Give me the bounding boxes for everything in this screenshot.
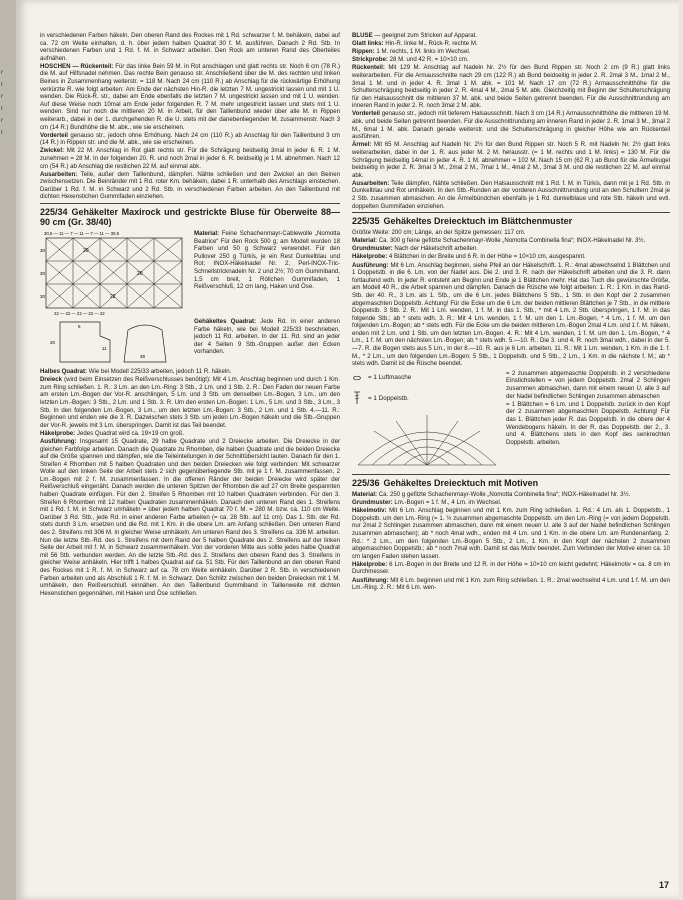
schematic-row	[40, 230, 340, 316]
strickprobe-heading: Strickprobe:	[352, 56, 388, 64]
motiv-heading: Häkelmotiv:	[352, 507, 387, 515]
grund3-heading: Grundmuster:	[352, 499, 393, 507]
schematic-top-dims: 30,5 — 11 — 7 — 11 — 7 — 11 — 30,5	[44, 231, 119, 237]
double-crochet-icon	[352, 391, 362, 405]
section-heading-225-34	[40, 207, 340, 227]
material-heading: Material:	[194, 230, 220, 238]
ausf2-heading: Ausführung:	[352, 261, 389, 269]
groesse-text: Größte Weite: 200 cm; Länge, an der Spitze gemessen: 117 cm.	[352, 229, 526, 237]
sleeve-row	[40, 318, 340, 366]
vorder-text: genauso str., jedoch mit tieferem Halsausschnitt. Nach 3 cm (14 R.) Armausschnitthöhe die mittleren 19 M. abk. und beide Seiten getrennt beenden. Für die Ausschnittrundung am inneren Rand in jeder 2. R. 1mal 3 M., 3mal 2 M., 6mal 1 M. abk. Danach gerade weiterstr. und die Schulterschrägung in gleicher Höhe wie am Rückenteil ausführen.	[352, 110, 670, 141]
strickprobe-text: 28 M. und 42 R. = 10×10 cm.	[389, 56, 469, 64]
mat2-text: Ca. 300 g feine gefilzte Schachenmayr-Wolle „Nomotta Combinella fina“; INOX-Häkelnadel Nr. 3½.	[378, 237, 646, 245]
glatt-heading: Glatt links:	[352, 40, 384, 48]
haekelprobe-text: Jedes Quadrat wird ca. 19×19 cm groß.	[76, 429, 185, 437]
grund-text: Nach der Häkelschrift arbeiten.	[394, 245, 479, 253]
sleeve-dim-mid: 11	[102, 346, 107, 352]
sleeve-dim-bot: 38	[140, 354, 146, 360]
intro-paragraph: in verschiedenen Farben häkeln. Den oberen Rand des Rockes mit 1 Rd. schwarzer f. M. behäkeln, dabei auf ca. 72 cm Weite einhalten, d. h. über jedem halben Quadrat 30 f. M. ausführen. Danach 2 Rd. Stb. In verschiedenen Farben und 1 Rd. f. M. in Schwarz arbeiten. Den Rock am unteren Rand des Oberteiles aufnähen.	[40, 32, 340, 62]
mat2-heading: Material:	[352, 237, 378, 245]
gehaekeltes-heading: Gehäkeltes Quadrat:	[194, 318, 257, 326]
crochet-chart-row	[352, 370, 670, 472]
section-number: 225/36	[352, 478, 380, 489]
legend-doppelstb-text: = 1 Doppelstb.	[368, 394, 409, 402]
mat3-heading: Material:	[352, 491, 378, 499]
grund-heading: Grundmuster:	[352, 245, 393, 253]
ruecken-heading: Rückenteil:	[352, 64, 385, 72]
bluse-text: — geeignet zum Stricken auf Apparat.	[374, 32, 477, 39]
sleeve-dim-top: 6	[78, 324, 81, 330]
quad-label: 20	[137, 271, 143, 278]
aermel-text: Mit 65 M. Anschlag auf Nadeln Nr. 2½ für den Bund Rippen str. Noch 5 R. mit Nadeln Nr. 2½ glatt links weiterarbeiten, dabei in der 1. R. aus jeder M. 2 M. herausstr. (= 1 M. rechts und 1 M. links) = 130 M. Für die Schrägung beidseitig 14mal in jeder 4. R. 1 M. abnehmen = 102 M. Nach 15 cm (62 R.) ab Bund für die Ärmelkugel beidseitig in jeder 2. R. 3mal 3 M., 2mal 2 M., 7mal 1 M., 4mal 2 M., 3mal 3 M. und die restlichen 22 M. auf einmal abk.	[352, 141, 670, 179]
haekelprobe-heading: Häkelprobe:	[40, 429, 76, 437]
right-column	[352, 32, 670, 592]
rippen-heading: Rippen:	[352, 48, 375, 56]
material-text: Feine Schachenmayr-Cablewolle „Nomotta Beatrice“ Für den Rock 500 g; am Modell wurden 18 Farben und 50 g Schwarz verwendet. Für den Pullover 250 g Türkis, je ein Rest Dunkelblau und Rot; INOX-Häkelnadel Nr. 2; Perl-INOX-Tric-Schnellstricknadeln Nr. 2 und 2½; 70 cm Gummiband, 1,5 cm breit, 1 Röllchen Gummifaden, 1 Reißverschluß, 12 cm lang, Haken und Öse.	[194, 230, 340, 291]
grund3-text: Lm.-Bogen = 1 f. M., 4 Lm. im Wechsel.	[394, 499, 502, 507]
bluse-heading: BLUSE	[352, 32, 373, 39]
page-number: 17	[658, 880, 669, 890]
ausarbeiten-text: Teile, außer dem Taillenbund, dämpfen. Nähte schließen und den Zwickel an den Beinen zwischensetzen. Die Beinränder mit 1 Rd. roter Km. behäkeln, dabei 1 R. unterhalb des Anschlags einstechen. Darüber 1 Rd. f. M. in Schwarz und 2 Rd. Stb. in verschiedenen Farben arbeiten. An den Taillenbund mit dichten Hexenstichen Gummifaden einziehen.	[40, 170, 340, 201]
left-dim: 30	[40, 248, 46, 254]
section-title: Gehäkelter Maxirock und gestrickte Bluse für Oberweite 88—90 cm (Gr. 38/40)	[40, 207, 340, 228]
magazine-page	[16, 0, 679, 900]
chart-legend	[352, 370, 502, 472]
section-heading-225-36	[352, 478, 670, 488]
ausarb-heading: Ausarbeiten:	[352, 179, 390, 187]
vorderteil-heading: Vorderteil	[40, 131, 68, 139]
vorder-heading: Vorderteil	[352, 110, 380, 118]
skirt-schematic-diagram	[40, 230, 190, 316]
zwickel-text: Mit 22 M. Anschlag in Rot glatt rechts str. Für die Schrägung beidseitig 3mal in jeder 6. R. 1 M. zunehmen = 28 M. In der folgenden 20. R. und noch 2mal in jeder 6. R. beidseitig je 1 M. abnehmen. Nach 12 cm (54 R.) ab Anschlag die restlichen 22 M. auf einmal abk.	[40, 147, 340, 170]
section-title: Gehäkeltes Dreiecktuch im Blättchenmuster	[383, 216, 573, 227]
aermel-heading: Ärmel:	[352, 141, 372, 149]
margin-mark: r	[1, 106, 3, 112]
ausfuehrung-heading: Ausführung:	[40, 437, 77, 445]
dreieck-heading: Dreieck	[40, 376, 63, 384]
ausf3-text: Mit 6 Lm. beginnen und mit 1 Km. zum Ring schließen. 1. R.: 2mal wechselnd 4 Lm. und 1 f. M. um den Lm.-Ring. 2. R.: Mit 6 Lm. wen-	[352, 576, 670, 592]
section-rule	[352, 474, 670, 475]
section-number: 225/35	[352, 216, 380, 227]
left-dim: 30	[40, 271, 46, 277]
blouse-front-outline	[60, 322, 110, 362]
schematic-bottom-dims: 22 — 22 — 22 — 22 — 22	[54, 311, 105, 317]
section-heading-225-35	[352, 216, 670, 226]
legend-luftmasche	[352, 374, 502, 382]
probe2-text: 4 Blättchen in der Breite und 6 R. in der Höhe = 10×10 cm, ausgespannt.	[388, 253, 586, 261]
ausarb-text: Teile dämpfen, Nähte schließen. Den Halsausschnitt mit 1 Rd. f. M. in Türkis, dann mit je 1 Rd. Stb. in Dunkelblau und Rot umhäkeln. In den Stb.-Runden an der vorderen Ausschnittrundung und an den Schultern 2mal je 2 Stb. zusammen abmaschen. An die Ärmelbündchen ebenfalls je 1 Rd. dunkelblaue und rote Stb. häkeln und evtl. doppelten Gummifaden einziehen.	[352, 179, 670, 210]
probe2-heading: Häkelprobe:	[352, 253, 388, 261]
sleeve-dim-left: 20	[50, 340, 56, 346]
vorderteil-text: genauso str., jedoch ohne Erhöhung. Nach 24 cm (110 R.) ab Anschlag für den Taillenbund 3 cm (14 R.) in Rippen str. und die M. abk., wie sie erscheinen.	[40, 131, 340, 147]
margin-mark: r	[1, 70, 3, 76]
section-number: 225/34	[40, 207, 68, 218]
ausf3-heading: Ausführung:	[352, 576, 389, 584]
margin-mark: r	[1, 130, 3, 136]
chart-grid	[358, 415, 496, 465]
ausfuehrung-text: Insgesamt 15 Quadrate, 29 halbe Quadrate und 2 Dreiecke arbeiten. Die Dreiecke in der gleichen Farbfolge arbeiten. Danach die Quadrate zu Rhomben, die halben Quadrate und die beiden Dreiecke auf die Größe spannen und dämpfen, wie die Teileinteilungen in der Schnittübersicht lauten. Danach für den 1. Streifen 4 Rhomben mit 5 halben Quadraten und den beiden Dreiecken wie folgt verbinden: Mit schwarzer Wolle auf den linken Seite der Arbeit stets 2 sich gegenüberliegende Stb. mit je 1 f. M. zusammenfassen, 2 Lm.-Bogen mit 2 f. M. zusammenfassen. In die offenen Ränder der beiden Dreiecke wird später der Reißverschluß eingenäht. Danach werden die unteren Spitzen der Rhomben die auf 27 cm Breite gespannten halben Quadrate einfügen. Für den 2. Streifen 5 Rhomben mit 10 halben Quadraten verbinden. Für den 3. Streifen 6 Rhomben mit 12 halben Quadraten zusammenhäkeln. Danach den unteren Rand des 1. Streifens mit 1 Rd. f. M. in Schwarz umhäkeln = über jedem halben Quadrat 70 f. M. = 280 M. bzw. ca. 110 cm Weite. Darüber 3 Rd. Stb., jede Rd. in einer anderen Farbe arbeiten (= ca. 28 Stb. auf 11 cm). Das 1. Stb. der Rd. stets durch 3 Lm. ersetzen und die Rd. mit 1 Km. in die obere Lm. am Anfang schließen. Den unteren Rand des 2. Streifens mit 306 M. in gleicher Weise umhäkeln. Am unteren Rand des 3. Streifens ca. 336 M. arbeiten. Nun die letzte Stb.-Rd. des 1. Streifens mit dem Rand der 5 halben Quadrate des 2. Streifens auf der linken Seite der Arbeit mit f. M. in Schwarz zusammenhäkeln. Von der vorderen Mitte aus sollte jedes halbe Quadrat mit 56 Stb. verbunden werden. An die letzte Stb.-Rd. des 2. Streifens den oberen Rand des 3. Streifens in gleicher Weise anhäkeln. Hier trifft 1 halbes Quadrat auf ca. 51 Stb. Für den Taillenbund an den oberen Rand des Rockes mit 1 R. f. M. in Schwarz auf ca. 78 cm Weite einhäkeln. Darüber 2 R. Stb. in verschiedenen Farben arbeiten und als Abschluß 1 R. f. M. in Schwarz. Den Schlitz zwischen den beiden Dreiecken mit 1 M. umhäkeln, den Reißverschluß einnähen. An den Taillenbund Gummiband in Taillenweite mit dichten Hexenstichen gegennähen, mit Haken und Öse schließen.	[40, 437, 340, 597]
blouse-pattern-diagram	[40, 318, 190, 366]
legend-zsm-text: = 2 zusammen abgemaschte Doppelstb. in 2 verschiedene Einstichstellen = von jedem Doppelstb. 2mal 2 Schlingen zusammen abmaschen, dann mit einem neuen U. alle 3 auf der Nadel befindlichen Schlingen zusammen abmaschen	[506, 369, 670, 400]
ruecken-text: Mit 129 M. Anschlag auf Nadeln Nr. 2½ für den Bund Rippen str. Noch 2 cm (9 R.) glatt links weiterarbeiten. Für die Armausschnitte nach 29 cm (122 R.) ab Bund beidseitig in jeder 2. R. 2mal 3 M., 1mal 2 M., 3mal 1 M. und in jeder 4. R. 3mal 1 M. abk. = 101 M. Nach 17 cm (72 R.) Armausschnitthöhe für die Schulterschrägung beidseitig in jeder 2. R. 4mal 4 M., 2mal 5 M. abk. Gleichzeitig mit Beginn der Schulterschrägung für den Halsausschnitt die mittleren 37 M. abk. und beide Seiten getrennt beenden. Für die Ausschnittrundung am inneren Rand in jeder 2. R. noch 3mal 2 M. abk.	[352, 64, 670, 110]
legend-blatt-text: = 1 Blättchen = 6 Lm. und 1 Doppelstb. zurück in den Kopf der 2 zusammen abgemaschten Doppelstb. Achtung! Für das 1. Blättchen jeder R. das Doppelstb. in die obere der 4 Wendebogens häkeln. In der R. das Doppelstb. der 2., 3. und 4. Blättchens stets in den Kopf des senkrechten Doppelstb. arbeiten.	[506, 400, 670, 446]
halbes-heading: Halbes Quadrat:	[40, 368, 88, 376]
section-rule	[40, 203, 340, 204]
ausarbeiten-heading: Ausarbeiten:	[40, 170, 78, 178]
margin-mark: r	[1, 94, 3, 100]
half-label: 22	[110, 294, 116, 301]
section-title: Gehäkeltes Dreiecktuch mit Motiven	[383, 478, 539, 489]
crochet-chart-diagram	[352, 409, 502, 469]
mat3-text: Ca. 250 g gefilzte Schachenmayr-Wolle „Nomotta Combinella fina“; INOX-Häkelnadel Nr. 3½.	[378, 491, 631, 499]
hoschen-heading: HOSCHEN — Rückenteil:	[40, 62, 114, 70]
hoschen-text: Für das linke Bein 59 M. in Rot anschlagen und glatt rechts str. Noch 6 cm (78 R.) die M. auf Hilfsnadel nehmen. Das rechte Bein genauso str. Anschließend über die M. des rechten und linken Beines in Zusammenhang weiterstr. = 118 M. Nach 24 cm (110 R.) ab Anschlag für die rückwärtige Erhöhung verkürzte R. wie folgt arbeiten: Am Ende der nächsten Hin-R. die letzten 7 M. ungestrickt lassen und mit 1 U. wenden. Die Rück-R. str., dabei am Ende ebenfalls die letzten 7 M. ungestrickt lassen und mit 1 U. wenden. Auf diese Weise noch 10mal am Ende jeder folgenden R. 7 M. mehr ungestrickt lassen und stets mit 1 U. wenden. Sind nur noch die mittleren 20 M. in Arbeit, für den Taillenbund wieder über alle M. in Rippen weiterarb., dabei in der 1. durchgehenden R. die U. stets mit der danebenliegenden M. zusammenstr. Nach 3 cm (14 R.) Bundhöhe die M. abk., wie sie erscheinen.	[40, 62, 340, 131]
left-column	[40, 32, 340, 598]
gehaekeltes-text: Jede Rd. in einer anderen Farbe häkeln, wie bei Modell 225/33 beschrieben, jedoch 11 Rd. arbeiten. In der 11. Rd. sind an jeder der 4 Seiten 9 Stb.-Gruppen außer den Ecken vorhanden.	[194, 318, 340, 356]
probe3-heading: Häkelprobe:	[352, 560, 388, 568]
legend-doppelstb	[352, 391, 502, 405]
quad-label: 20	[83, 248, 89, 255]
zwickel-heading: Zwickel:	[40, 147, 65, 155]
margin-mark: r	[1, 82, 3, 88]
rippen-text: 1 M. rechts, 1 M. links im Wechsel.	[376, 48, 471, 56]
left-dim: 30	[40, 294, 46, 300]
probe3-text: 6 Lm.-Bogen in der Breite und 12 R. in der Höhe = 10×10 cm leicht gedehnt; Häkelmotiv = ca. 8 cm im Durchmesser.	[352, 560, 670, 576]
legend-luftmasche-text: = 1 Luftmasche	[368, 373, 412, 381]
margin-mark: r	[1, 118, 3, 124]
chain-stitch-icon	[352, 375, 362, 381]
margin-marks	[1, 70, 11, 136]
glatt-text: Hin-R. linke M., Rück-R. rechte M.	[385, 40, 478, 48]
halbes-text: Wie bei Modell 225/33 arbeiten, jedoch 11 R. häkeln.	[88, 368, 232, 376]
ausf2-text: Mit 6 Lm. Anschlag beginnen, siehe Pfeil an der Häkelschrift. 1. R.: 4mal abwechselnd 1 Blättchen und 1 Doppelstb. in die 6. Lm. von der Nadel aus. Die 2. und 3. R. nach der Häkelschrift arbeiten und die 3. R. dann fortlaufend wdh. In jeder R. entsteht am Beginn und Ende je 1 Blättchen mehr. Hat das Tuch die gewünschte Größe, am Modell 40 R., die Arbeit spannen und dämpfen. Danach die Rüsche wie folgt arbeiten: 1. R.: 1 Km. in das Rand-Stb. der 40. R., 3 Lm. als 1. Stb., um die 6 Lm. jedes Blättchens 5 Stb., 1 Stb. in den Kopf der 2 zusammen abgemaschten Doppelstb. Achtung! Für die Ecke um die 6 Lm. der beiden mittleren Blättchen je 7 Stb., in die mittlere Doppelstb. 3 Stb. 2. R.: Mit 1 Lm. wenden, 1 f. M. in das 1. Stb., * mit 4 Lm. 2 Stb. überspringen, 1 f. M. in das folgende Stb.; ab * stets wdh. 3. R.: Mit 4 Lm. wenden, 1 f. M. um den 1. Lm.-Bogen, * 4 Lm., 1 f. M. um den folgenden Lm.-Bogen; ab * stets wdh. Für die Ecke um die beiden mittleren Lm.-Bogen 2mal 4 Lm. und 1 f. M. häkeln, enden mit 2 Lm. und 1 Stb. um den letzten Lm.-Bogen. 4. R.: Mit 4 Lm. wenden, 1 f. M. um den 1. Lm.-Bogen, * 4 Lm., 1 f. M. um den nächsten Lm.-Bogen; ab * stets wdh. 5.—10. R.: Die 3. und 4. R. noch 3mal wdh., dabei in der 5.—7. R. die Bogen stets aus 5 Lm., in der 8.—10. R. aus je 6 Lm. arbeiten. 11. R.: Mit 1 Lm. wenden, 1 Km. in die 1. f. M., * 2 Lm., um den folgenden Lm.-Bogen: 5 Stb., 1 Doppelstb. und 5 Stb., 2 Lm., 1 Km. in die nächste f. M.; ab * stets wdh. Damit ist die Rüsche beendet.	[352, 261, 670, 368]
dreieck-text: (wird beim Einsetzen des Reißverschlusses benötigt): Mit 4 Lm. Anschlag beginnen und durch 1 Km. zum Ring schließen. 1. R.: 3 Lm. an den Lm.-Ring: 3 Stb., 2 Lm. und 1 Stb. 2. R.: Den Faden der neuen Farbe am ersten Lm.-Bogen der Vor-R. anschlingen, 5 Lm. und 3 Stb. um denselben Lm.-Bogen, 3 Lm., um den letzten Lm.-Bogen: 3 Stb., 2 Lm. und 1 Stb. 3. R. Um den ersten Lm.-Bogen: 1 Lm., 5 Lm. und 3 Stb., 3 Lm., 3 Stb. In den folgenden Lm.-Bogen, 3 Lm., um den letzten Lm.-Bogen: 3 Stb., 2 Lm. und 1 Stb. 4.—11. R.: Beginnen und enden wie die 3. R. Dazwischen stets 3 Stb. um jeden Lm.-Bogen häkeln und die Stb.-Gruppen der Vor-R. jeweils mit 3 Lm. überspringen. Damit ist das Teil beendet.	[40, 376, 340, 429]
motiv-text: Mit 6 Lm. Anschlag beginnen und mit 1 Km. zum Ring schließen. 1. Rd.: 4 Lm. als 1. Doppelstb., 1 Doppelstb. um den Lm.-Ring (= 1. ½ zusammen abgemaschte Doppelstb. um den Lm.-Ring (= von jedem Doppelstb. nur 2mal 2 Schlingen zusammen abmaschen, dann mit einem neuen U. alle 3 auf der Nadel befindlichen Schlingen zusammen abmaschen); ab * noch 4mal wdh., enden mit 4 Lm. und 1 Km. in die obere Lm. am Rundenanfang. 2. Rd.: * 2 Lm., um den folgenden Lm.-Bogen 5 Stb., 2 Lm., 1 Km. in den Kopf der nächsten 2 zusammen abgemaschten Doppelstb.; ab * noch 7mal wdh. Damit ist das Motiv beendet. Zum Verbinden der Motive einen ca. 10 cm langen Faden stehen lassen.	[352, 507, 670, 560]
section-rule	[352, 212, 670, 213]
